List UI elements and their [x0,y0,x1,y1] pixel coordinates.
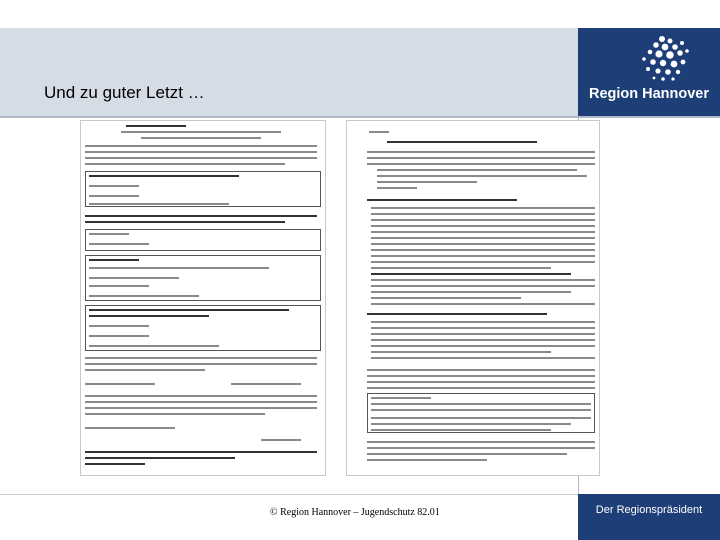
document-scan-left [80,120,326,476]
logo-text: Region Hannover [588,86,710,102]
region-hannover-logo-icon [632,35,690,83]
footer-brand-panel [578,494,720,540]
header-divider [0,116,720,118]
slide-title: Und zu guter Letzt … [44,83,205,102]
document-scan-right [346,120,600,476]
footer-caption: © Region Hannover – Jugendschutz 82.01 [270,507,440,518]
footer-label: Der Regionspräsident [595,504,703,516]
